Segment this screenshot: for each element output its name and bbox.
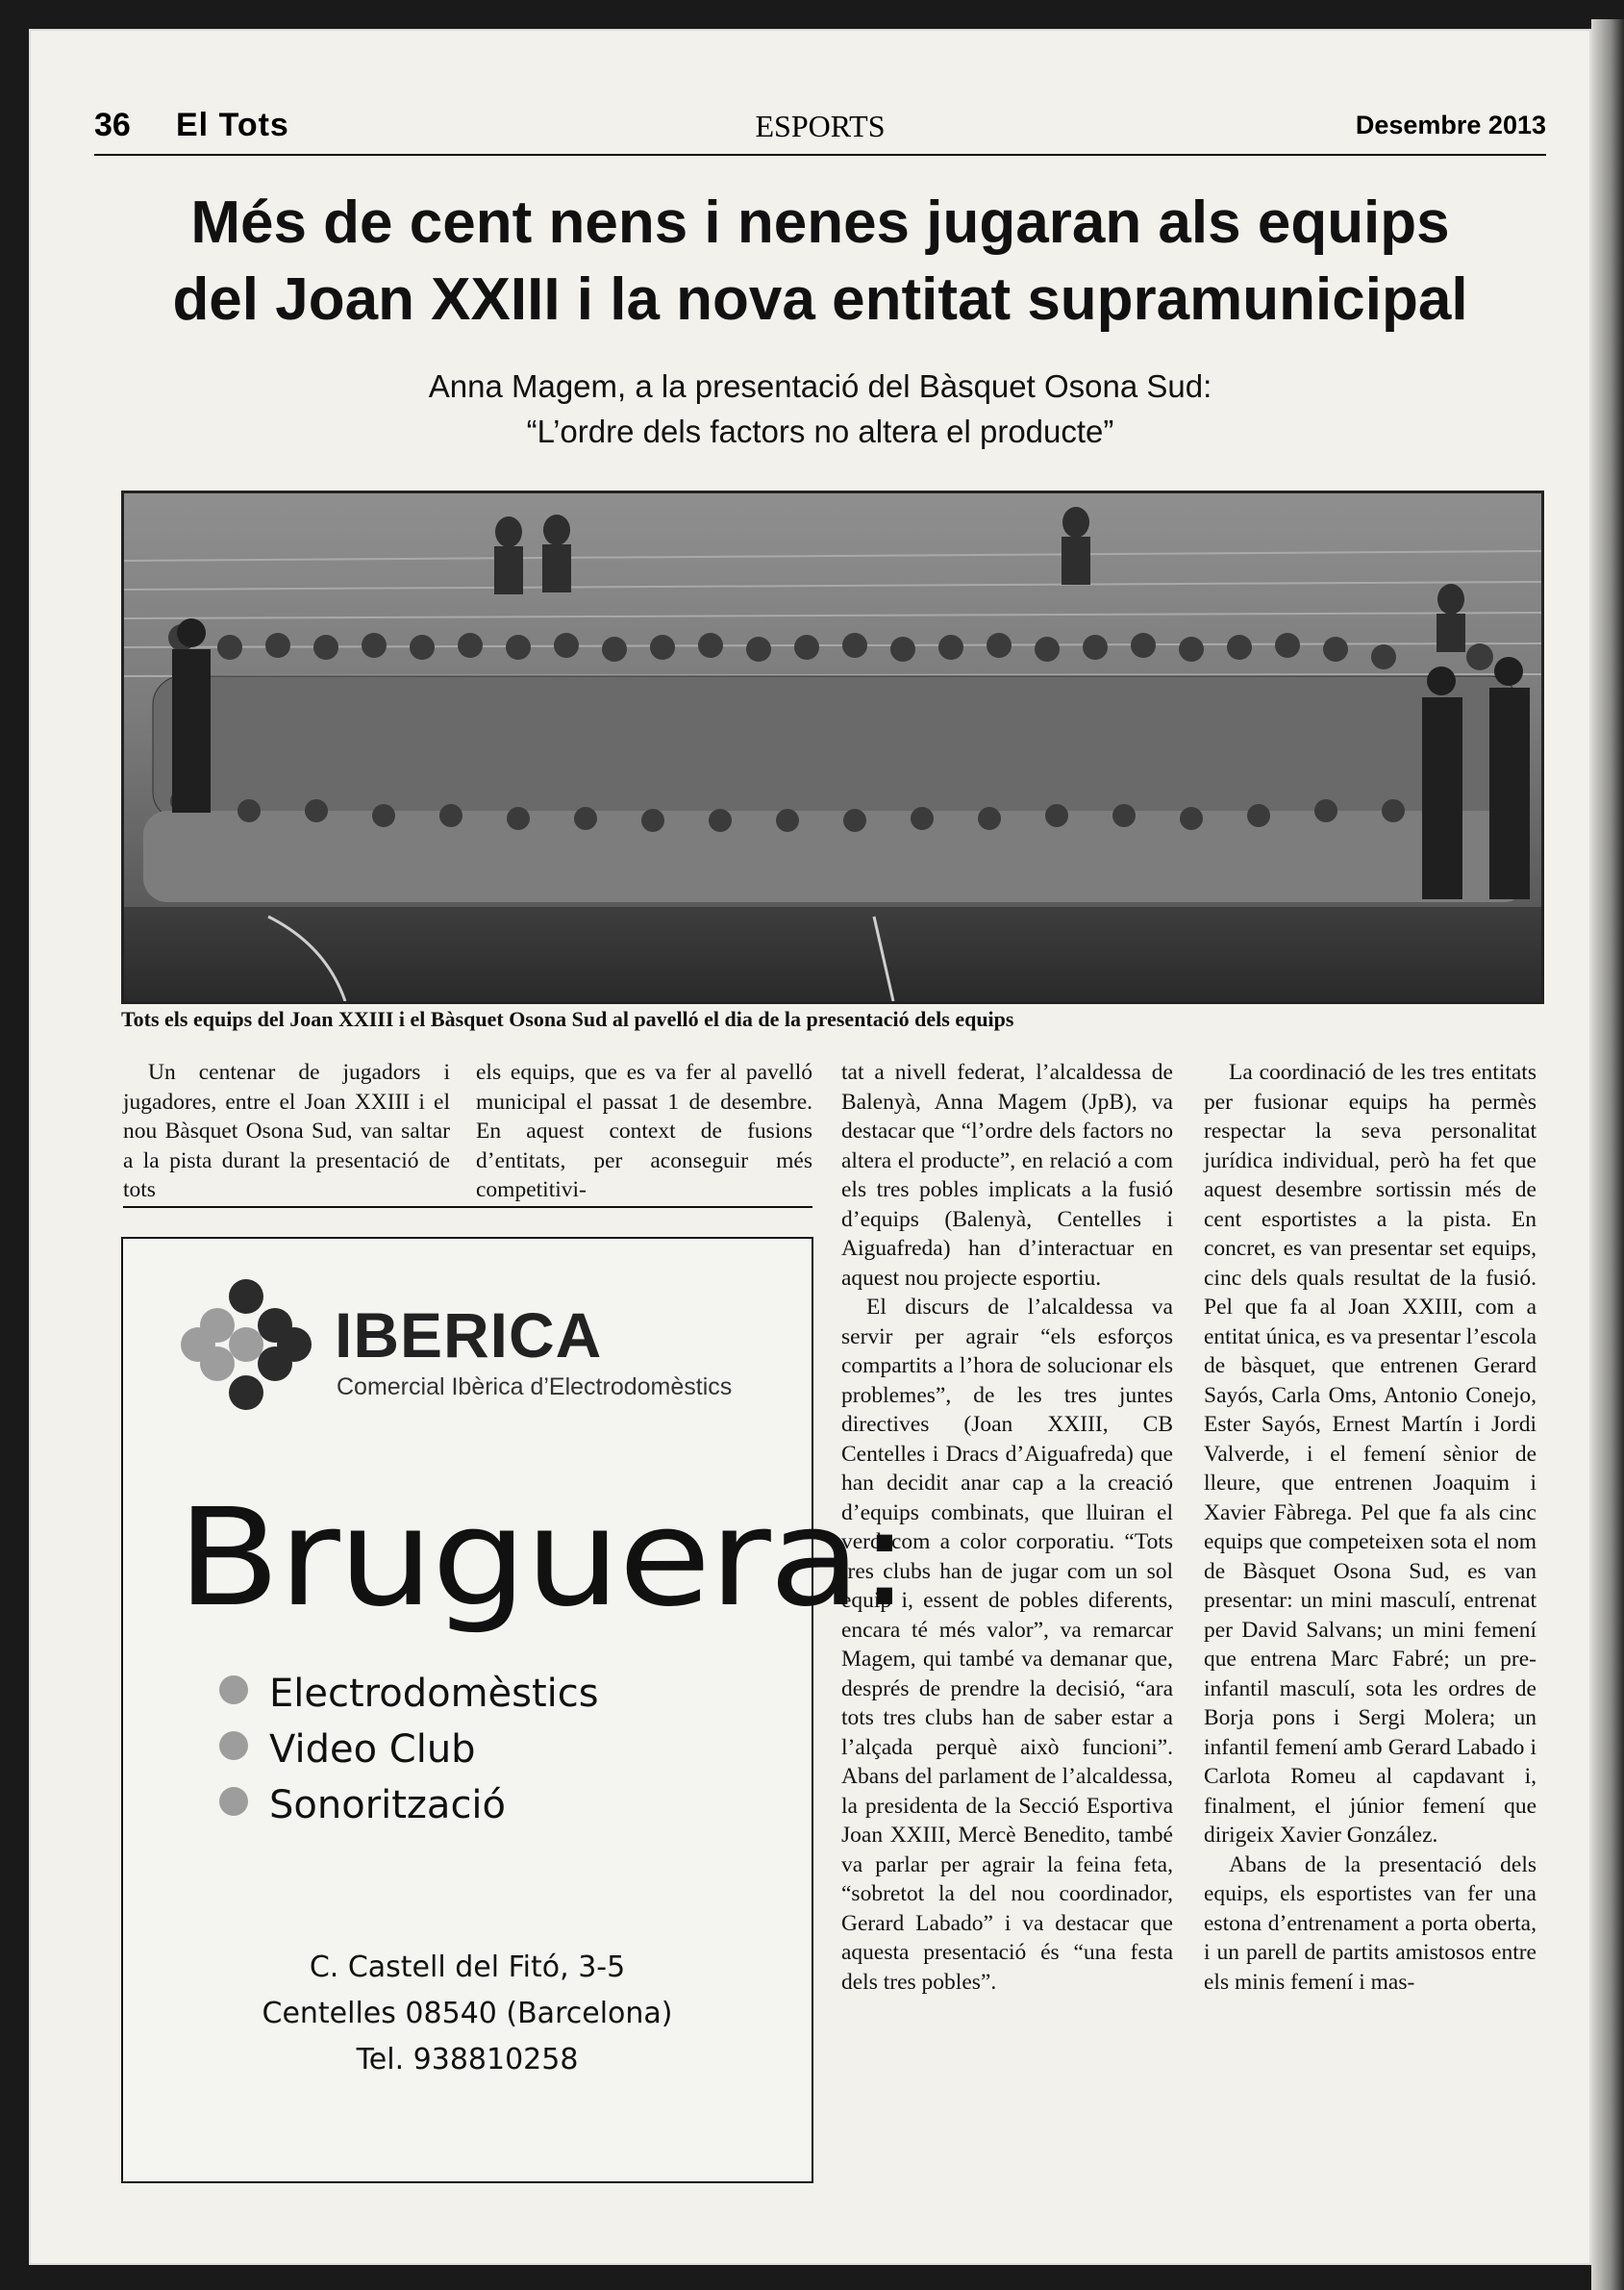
ad-service-label: Sonorització bbox=[269, 1783, 507, 1827]
paragraph: El discurs de l’alcaldessa va servir per agrair “els esforços compartits a l’hora de solucionar els problemes”, de les tres juntes directives (Joan XXIII, CB Centelles i Dracs d’Aiguafreda) que han decidit anar cap a la creació d’equips combinats, que lluiran el verd com a color corporatiu. “Tots tres clubs han de jugar com un sol equip i, essent de pobles diferents, encara té més valor”, va remarcar Magem, qui també va demanar que, després de prendre la decisió, “ara tots tres clubs han de saber estar a l’alçada perquè això funcioni”. Abans del parlament de l’alcaldessa, la presidenta de la Secció Esportiva Joan XXIII, Mercè Benedito, també va parlar per agrair la feina feta, “sobretot la del nou coordinador, Gerard Labado” i va destacar que aquesta presentació és “una festa dels tres pobles”. bbox=[841, 1295, 1173, 1995]
ad-store-name: Bruguera: bbox=[177, 1480, 909, 1637]
article-subtitle bbox=[94, 364, 1546, 454]
ad-service-item bbox=[219, 1727, 476, 1772]
paragraph: La coordinació de les tres entitats per fusionar equips ha permès respectar la seva personalitat jurídica individual, però ha fet que aquest desembre sortissin més de cent esportistes a la pista. En concret, es van presentar set equips, cinc dels quals resultat de la fusió. Pel que fa al Joan XXIII, com a entitat única, es va presentar l’escola de bàsquet, que entrenen Gerard Sayós, Carla Oms, Antonio Conejo, Ester Sayós, Ernest Martín i Jordi Valverde, i el femení sènior de lleure, que entrenen Joaquim i Xavier Fàbrega. Pel que fa als cinc equips que competeixen sota el nom de Bàsquet Osona Sud, es van presentar: un mini masculí, entrenat per David Salvans; un mini femení que entrena Marc Fabré; un pre-infantil masculí, sota les ordres de Borja pons i Sergi Molera; un infantil femení amb Gerard Labado i Carlota Romeu al capdavant i, finalment, el júnior femení que dirigeix Xavier González. bbox=[1204, 1060, 1537, 1848]
section-name: ESPORTS bbox=[755, 109, 886, 143]
ad-service-label: Electrodomèstics bbox=[269, 1672, 599, 1716]
issue-date: Desembre 2013 bbox=[1355, 111, 1546, 139]
publication-name: El Tots bbox=[176, 107, 289, 143]
article-title bbox=[94, 185, 1546, 339]
article-column-1 bbox=[123, 1058, 450, 1205]
paragraph: Un centenar de jugadors i jugadores, entre el Joan XXIII i el nou Bàsquet Osona Sud, van saltar a la pista durant la presentació de tots bbox=[123, 1060, 450, 1202]
bullet-icon bbox=[219, 1787, 248, 1816]
ad-phone: Tel. 938810258 bbox=[356, 2043, 579, 2076]
ad-brand: IBERICA bbox=[335, 1299, 603, 1371]
ad-service-item bbox=[219, 1783, 506, 1827]
ad-service-item bbox=[219, 1672, 599, 1716]
bullet-icon bbox=[219, 1675, 248, 1704]
title-line-2: del Joan XXIII i la nova entitat supramunicipal bbox=[172, 266, 1468, 333]
photo-caption: Tots els equips del Joan XXIII i el Bàsquet Osona Sud al pavelló el dia de la presentació dels equips bbox=[121, 1007, 1014, 1031]
page-edge-shadow bbox=[1591, 19, 1624, 2290]
ad-address-line-1: C. Castell del Fitó, 3-5 bbox=[309, 1950, 626, 1984]
page-number: 36 bbox=[94, 107, 131, 143]
team-photo bbox=[121, 491, 1544, 1004]
advertisement bbox=[121, 1237, 909, 2183]
paragraph: Abans de la presentació dels equips, els esportistes van fer una estona d’entrenament a porta oberta, i un parell de partits amistosos entre els minis femení i mas- bbox=[1204, 1851, 1537, 1995]
subtitle-line-1: Anna Magem, a la presentació del Bàsquet Osona Sud: bbox=[428, 368, 1212, 404]
ad-address-line-2: Centelles 08540 (Barcelona) bbox=[262, 1997, 673, 2030]
iberica-logo-icon bbox=[179, 1277, 313, 1412]
column-rule bbox=[123, 1206, 812, 1208]
title-line-1: Més de cent nens i nenes jugaran als equips bbox=[190, 189, 1450, 256]
bullet-icon bbox=[219, 1731, 248, 1760]
ad-service-label: Video Club bbox=[269, 1727, 476, 1772]
article-column-2 bbox=[476, 1058, 812, 1205]
paragraph: els equips, que es va fer al pavelló municipal el passat 1 de desembre. En aquest context de fusions d’entitats, per aconseguir més competitivi- bbox=[476, 1060, 812, 1202]
ad-brand-subtitle: Comercial Ibèrica d’Electrodomèstics bbox=[337, 1373, 733, 1400]
subtitle-line-2: “L’ordre dels factors no altera el producte” bbox=[526, 414, 1114, 449]
paragraph: tat a nivell federat, l’alcaldessa de Balenyà, Anna Magem (JpB), va destacar que “l’ordre dels factors no altera el producte”, en relació a com els tres pobles implicats a la fusió d’equips (Balenyà, Centelles i Aiguafreda) han d’interactuar en aquest nou projecte esportiu. bbox=[841, 1060, 1173, 1291]
header-rule bbox=[94, 154, 1546, 156]
page-header bbox=[94, 101, 1546, 154]
article-column-4 bbox=[1204, 1058, 1537, 1997]
